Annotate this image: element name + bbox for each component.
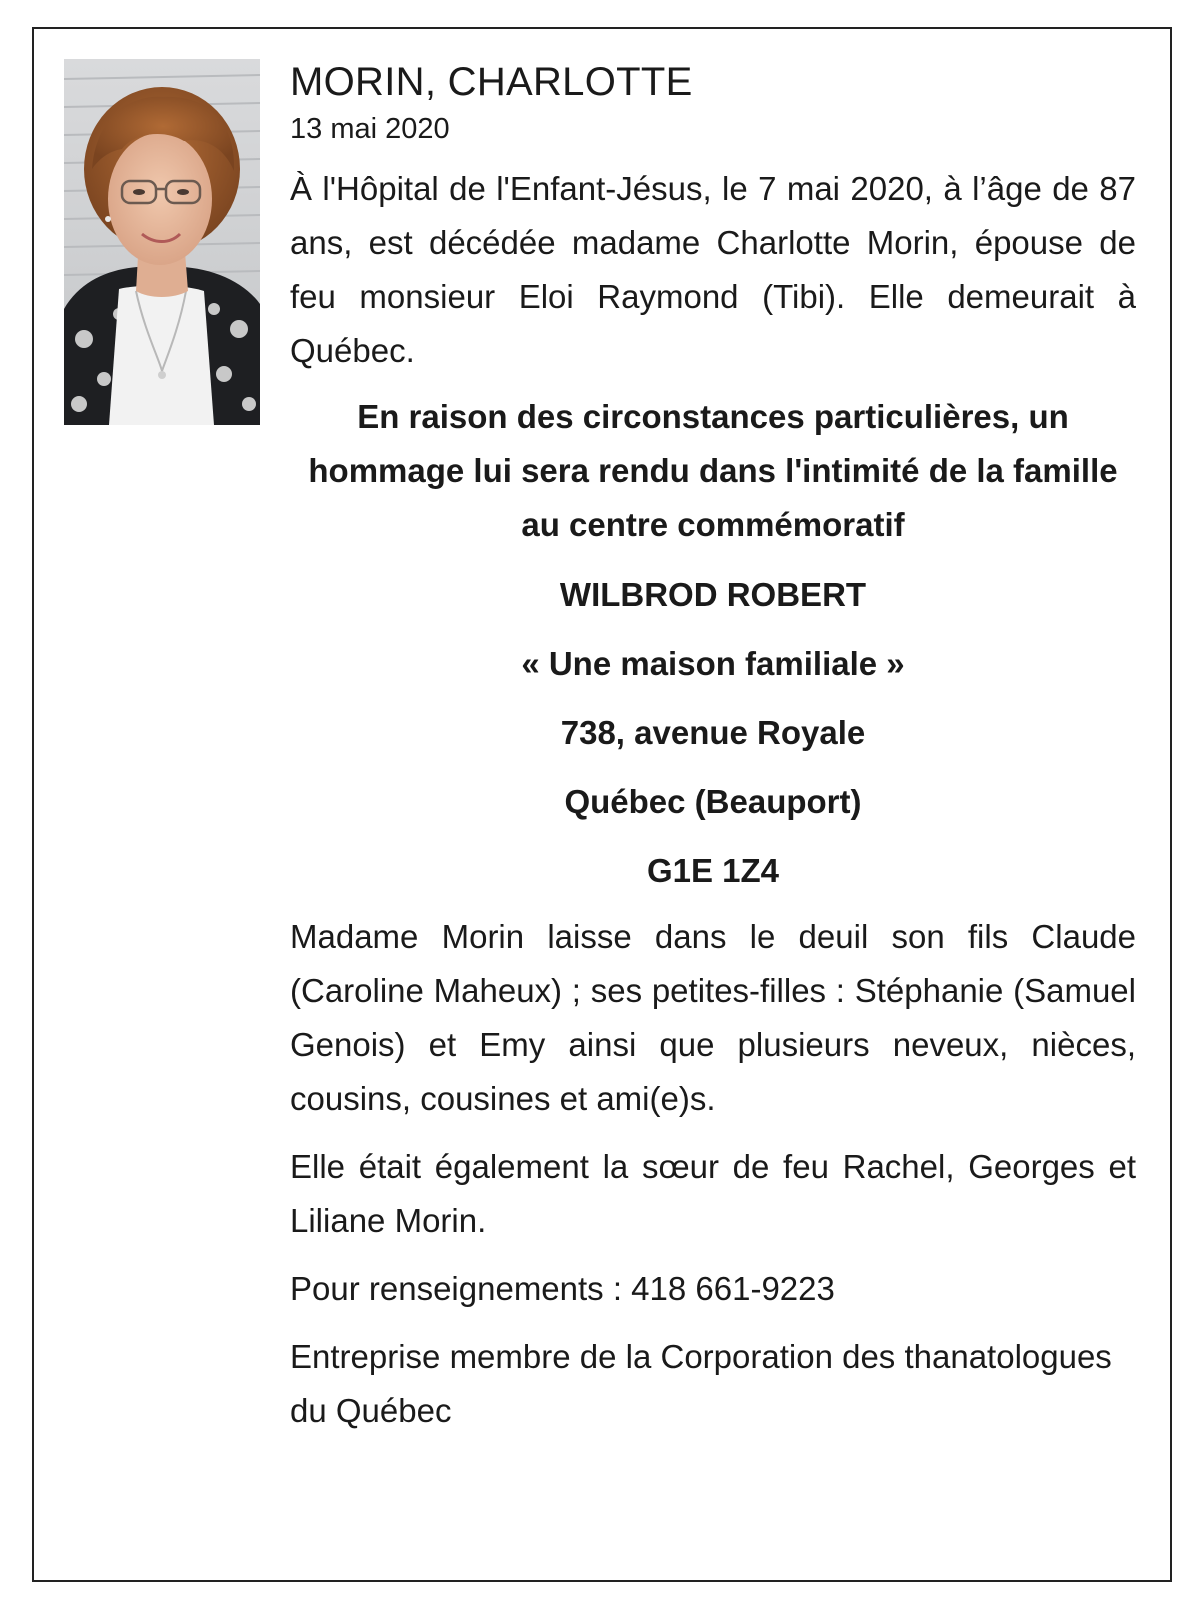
center-name: WILBROD ROBERT [559, 576, 867, 613]
address-postal: G1E 1Z4 [646, 852, 780, 889]
deceased-name: MORIN, CHARLOTTE [290, 60, 693, 104]
siblings-paragraph: Elle était également la sœur de feu Rachel, Georges et Liliane Morin. [290, 1148, 1136, 1239]
intro-paragraph: À l'Hôpital de l'Enfant-Jésus, le 7 mai 2020, à l’âge de 87 ans, est décédée madame Charlotte Morin, épouse de feu monsieur Eloi Raymond (Tibi). Elle demeurait à Québec. [290, 170, 1136, 369]
address-city: Québec (Beauport) [564, 783, 862, 820]
info-line: Pour renseignements : 418 661-9223 [290, 1270, 835, 1307]
obituary-content [290, 58, 1136, 1438]
membership-line: Entreprise membre de la Corporation des thanatologues du Québec [290, 1338, 1112, 1429]
survivors-paragraph: Madame Morin laisse dans le deuil son fils Claude (Caroline Maheux) ; ses petites-filles : Stéphanie (Samuel Genois) et Emy ainsi que plusieurs neveux, nièces, cousins, cousines et ami(e)s. [290, 918, 1136, 1117]
published-date: 13 mai 2020 [290, 113, 450, 145]
tribute-notice: En raison des circonstances particulières, un hommage lui sera rendu dans l'intimité de la famille au centre commémoratif [308, 398, 1118, 543]
center-tagline: « Une maison familiale » [521, 645, 905, 682]
portrait-photo [64, 59, 260, 425]
address-street: 738, avenue Royale [560, 714, 866, 751]
